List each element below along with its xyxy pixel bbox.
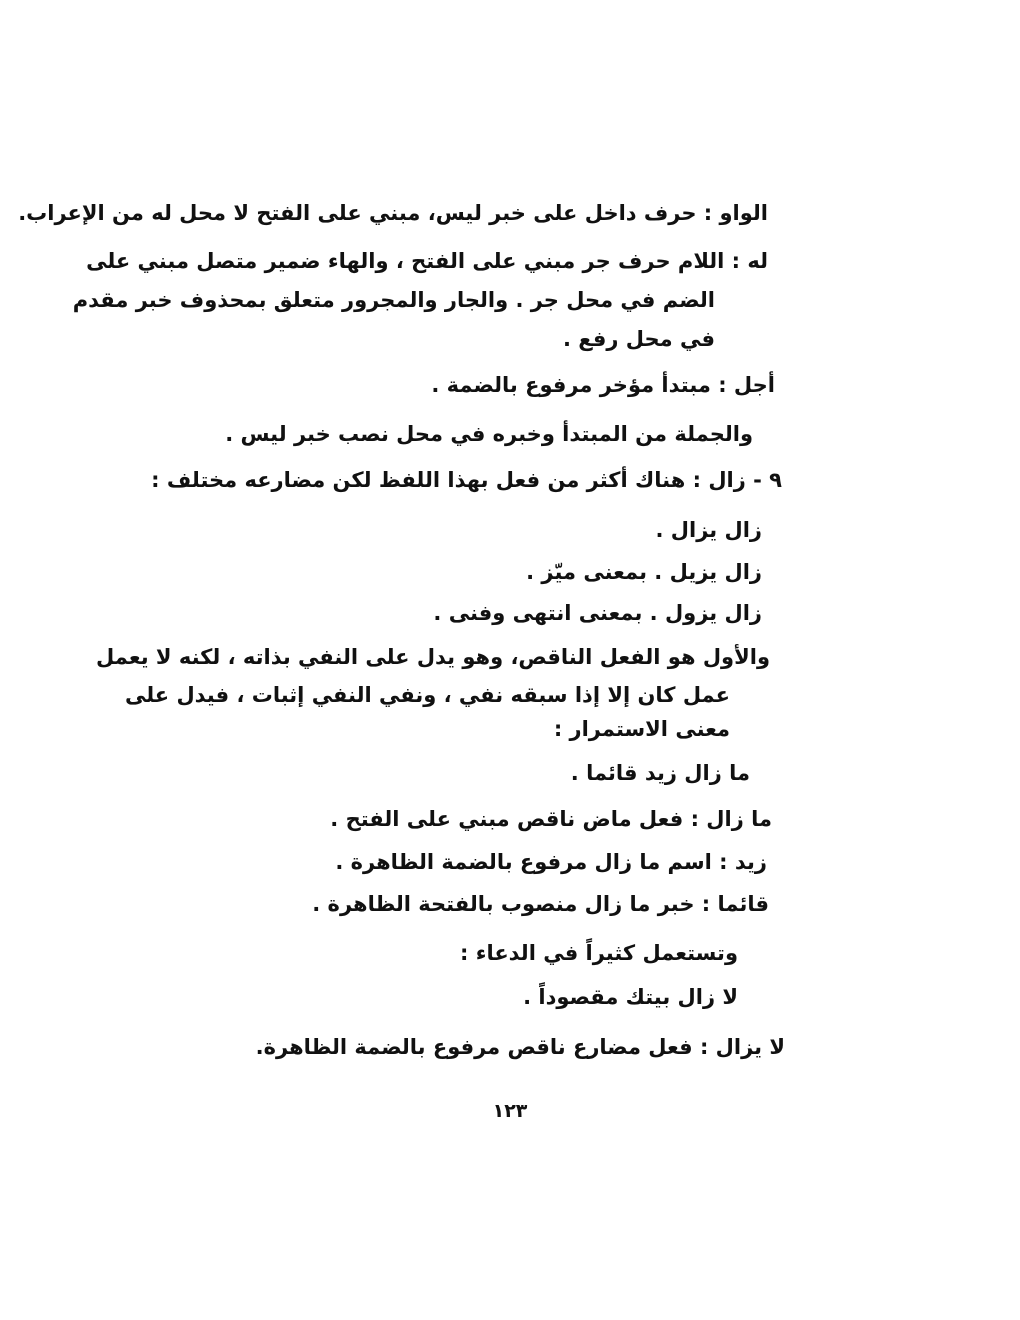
text-line-17: قائما : خبر ما زال منصوب بالفتحة الظاهرة . (312, 892, 769, 916)
text-line-5: أجل : مبتدأ مؤخر مرفوع بالضمة . (431, 373, 775, 397)
text-line-6: والجملة من المبتدأ وخبره في محل نصب خبر ليس . (225, 422, 753, 446)
text-line-10: زال يزول . بمعنى انتهى وفنى . (433, 601, 762, 625)
text-line-15: ما زال : فعل ماض ناقص مبني على الفتح . (330, 807, 772, 831)
text-line-4: في محل رفع . (563, 327, 715, 351)
text-line-19: لا زال بيتك مقصوداً . (523, 985, 738, 1009)
term-waw: الواو (719, 201, 768, 225)
text-line-20: لا يزال : فعل مضارع ناقص مرفوع بالضمة الظاهرة. (255, 1035, 785, 1059)
text-line-1: الواو : حرف داخل على خبر ليس، مبني على الفتح لا محل له من الإعراب. (18, 201, 768, 225)
term-zala: ٩ - زال (708, 468, 782, 492)
text-line-12: عمل كان إلا إذا سبقه نفي ، ونفي النفي إثبات ، فيدل على (124, 683, 730, 707)
text-line-3: الضم في محل جر . والجار والمجرور متعلق بمحذوف خبر مقدم (72, 288, 715, 312)
term-ma-zala: ما زال (706, 807, 772, 831)
text-line-9: زال يزيل . بمعنى ميّز . (526, 560, 762, 584)
text-line-7: ٩ - زال : هناك أكثر من فعل بهذا اللفظ لكن مضارعه مختلف : (151, 468, 782, 492)
text-line-13: معنى الاستمرار : (553, 717, 730, 741)
text-line-14: ما زال زيد قائما . (570, 761, 750, 785)
term-qaiman: قائما (717, 892, 769, 916)
text-line-2: له : اللام حرف جر مبني على الفتح ، والهاء ضمير متصل مبني على (86, 249, 768, 273)
text-line-8: زال يزال . (655, 518, 762, 542)
text-line-16: زيد : اسم ما زال مرفوع بالضمة الظاهرة . (335, 850, 767, 874)
page-number: ١٢٣ (492, 1100, 528, 1122)
text-line-18: وتستعمل كثيراً في الدعاء : (460, 941, 738, 965)
term-zayd: زيد (734, 850, 767, 874)
term-lahu: له (747, 249, 768, 273)
term-la-yazal: لا يزال (715, 1035, 785, 1059)
term-ajal: أجل (733, 373, 775, 397)
text-line-11: والأول هو الفعل الناقص، وهو يدل على النفي بذاته ، لكنه لا يعمل (96, 645, 770, 669)
